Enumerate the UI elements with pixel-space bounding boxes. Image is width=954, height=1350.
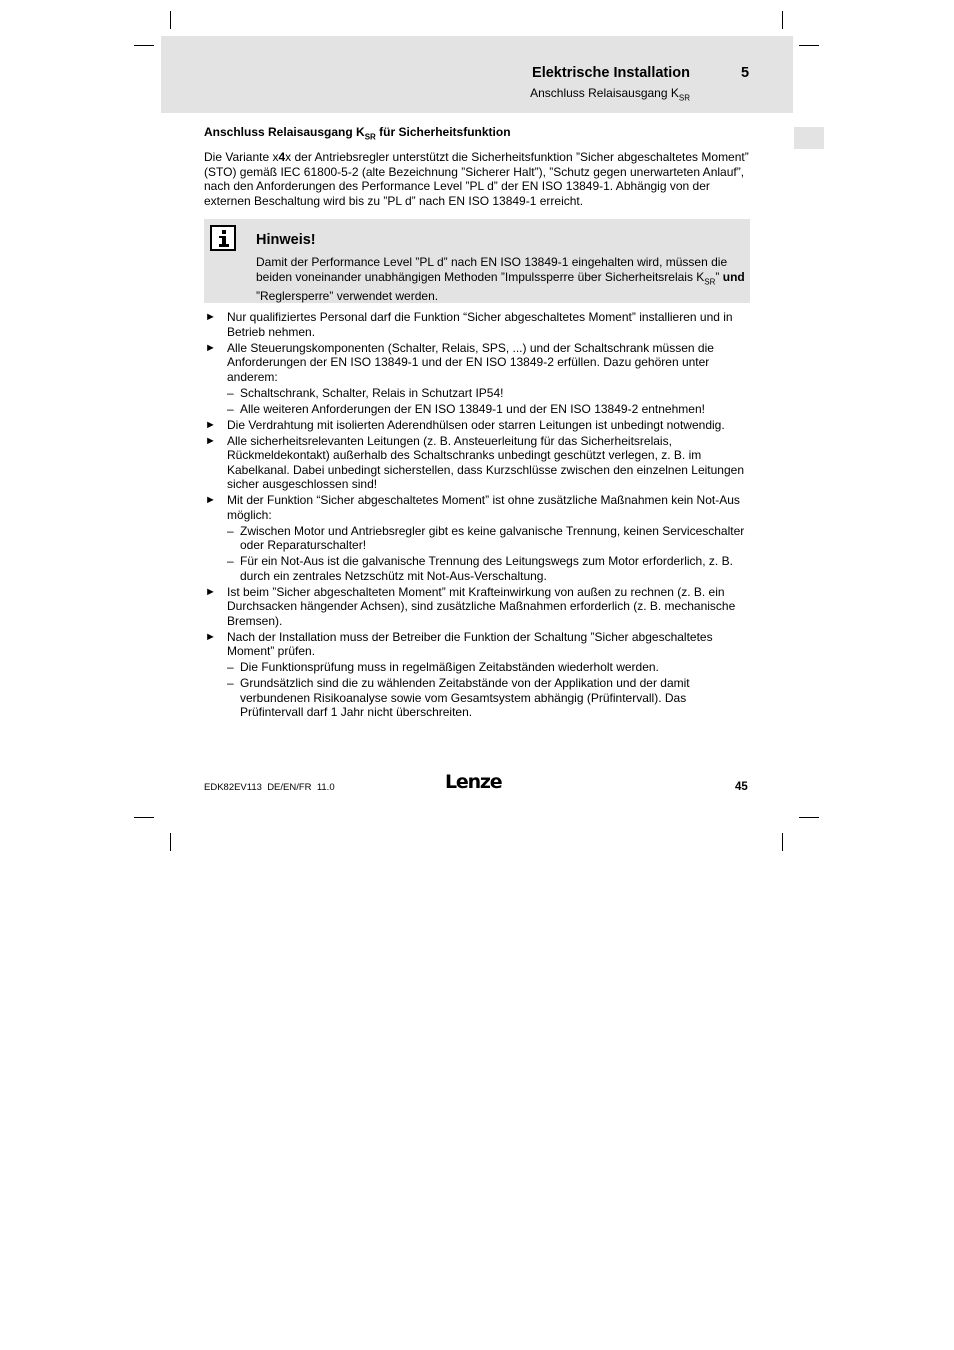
bullet-arrow-icon: ► — [205, 630, 216, 643]
list-item — [204, 434, 750, 492]
list-item — [204, 310, 750, 339]
page-number: 45 — [735, 781, 748, 793]
bullet-arrow-icon: ► — [205, 311, 216, 323]
dash-marker: – — [227, 676, 234, 690]
list-item — [204, 341, 750, 417]
lenze-logo: Lenze — [445, 771, 502, 793]
chapter-subtitle: Anschluss Relaisausgang $K_{SR}$ — [530, 86, 690, 103]
bullet-list — [204, 310, 750, 721]
chapter-number: 5 — [741, 65, 750, 81]
bullet-arrow-icon: ► — [205, 341, 216, 354]
sub-list-item-text: Für ein Not-Aus ist die galvanische Trennung des Leitungswegs zum Motor erforderlich, z. B. durch ein zentrales Netzschütz mit Not-Aus-Verschaltung. — [240, 554, 733, 583]
sub-list-item-text: Zwischen Motor und Antriebsregler gibt es keine galvanische Trennung, keinen Serviceschalter oder Reparaturschalter! — [240, 523, 745, 552]
crop-mark — [782, 833, 783, 851]
chapter-tab-marker — [794, 127, 824, 149]
sub-list-item-text: Alle weiteren Anforderungen der EN ISO 13849-1 und der EN ISO 13849-2 entnehmen! — [240, 401, 705, 416]
sub-list-item — [227, 676, 750, 720]
list-item — [204, 418, 750, 433]
bullet-arrow-icon: ► — [205, 434, 216, 447]
intro-paragraph: Die Variante x4x der Antriebsregler unterstützt die Sicherheitsfunktion ”Sicher abgeschaltetes Moment” (STO) gemäß IEC 61800-5-2 (alte Bezeichnung ”Sicherer Halt”), ”Schutz gegen unerwarteten Anlauf”, nach den Anforderungen des Performance Level ”PL d” der EN ISO 13849-1. Abhängig von der externen Beschaltung wird bis zu ”PL d” nach EN ISO 13849-1 erreicht. — [204, 150, 749, 208]
section-title: Anschluss Relaisausgang $K_{SR}$ für Sicherheitsfunktion — [204, 125, 511, 142]
note-heading: Hinweis! — [256, 232, 316, 248]
list-item-text: Alle sicherheitsrelevanten Leitungen (z. B. Ansteuerleitung für das Sicherheitsrelais, Rückmeldekontakt) außerhalb des Schaltschranks unbedingt geschützt verlegen, z. B. im Kabelkanal. Dabei unbedingt sicherstellen, dass Kurzschlüsse zwischen den einzelnen Leitungen sicher ausgeschlossen sind! — [227, 433, 744, 491]
note-box — [204, 219, 750, 303]
sub-list-item-text: Grundsätzlich sind die zu wählenden Zeitabstände von der Applikation und der damit verbundenen Risikoanalyse sowie vom Gesamtsystem abhängig (Prüfintervall). Das Prüfintervall darf 1 Jahr nicht überschreiten. — [240, 676, 690, 719]
sub-list-item-text: Schaltschrank, Schalter, Relais in Schutzart IP54! — [240, 385, 504, 400]
dash-marker: – — [227, 401, 234, 416]
dash-marker: – — [227, 660, 234, 674]
dash-marker: – — [227, 523, 234, 538]
crop-mark — [170, 833, 171, 851]
dash-marker: – — [227, 554, 234, 568]
list-item — [204, 493, 750, 583]
bullet-arrow-icon: ► — [205, 585, 216, 598]
bullet-arrow-icon: ► — [205, 418, 216, 431]
list-item-text: Alle Steuerungskomponenten (Schalter, Relais, SPS, ...) und der Schaltschrank müssen die Anforderungen der EN ISO 13849-1 und der EN ISO 13849-2 erfüllen. Dazu gehören unter anderem: — [227, 340, 714, 384]
list-item-text: Nur qualifiziertes Personal darf die Funktion “Sicher abgeschaltetes Moment” installieren und in Betrieb nehmen. — [227, 310, 733, 339]
note-text: Damit der Performance Level ”PL d” nach EN ISO 13849-1 eingehalten wird, müssen die beiden voneinander unabhängigen Methoden ”Impulssperre über Sicherheitsrelais $K_{SR}$” und ”Reglersperre” verwendet werden. — [256, 255, 745, 304]
list-item-text: Ist beim ”Sicher abgeschalteten Moment” mit Krafteinwirkung von außen zu rechnen (z. B. ein Durchsacken hängender Achsen), sind zusätzliche Maßnahmen erforderlich (z. B. mechanische Bremsen). — [227, 584, 736, 628]
crop-mark — [134, 45, 154, 46]
crop-mark — [782, 11, 783, 29]
crop-mark — [134, 817, 154, 818]
crop-mark — [799, 45, 819, 46]
sub-list-item — [227, 386, 750, 401]
sub-list-item — [227, 660, 750, 675]
list-item — [204, 585, 750, 629]
list-item-text: Mit der Funktion “Sicher abgeschaltetes Moment” ist ohne zusätzliche Maßnahmen kein Not-Aus möglich: — [227, 493, 740, 522]
sub-list-item — [227, 554, 750, 583]
info-icon — [210, 225, 236, 251]
sub-list-item-text: Die Funktionsprüfung muss in regelmäßigen Zeitabständen wiederholt werden. — [240, 660, 659, 674]
page-header — [161, 36, 793, 113]
dash-marker: – — [227, 385, 234, 400]
list-item-text: Die Verdrahtung mit isolierten Aderendhülsen oder starren Leitungen ist unbedingt notwendig. — [227, 417, 725, 432]
crop-mark — [799, 817, 819, 818]
list-item — [204, 630, 750, 720]
chapter-title: Elektrische Installation — [532, 65, 690, 81]
list-item-text: Nach der Installation muss der Betreiber die Funktion der Schaltung ”Sicher abgeschaltetes Moment” prüfen. — [227, 629, 713, 658]
sub-list-item — [227, 402, 750, 417]
bullet-arrow-icon: ► — [205, 494, 216, 506]
document-id: EDK82EV113 DE/EN/FR 11.0 — [204, 782, 335, 793]
crop-mark — [170, 11, 171, 29]
sub-list-item — [227, 524, 750, 553]
